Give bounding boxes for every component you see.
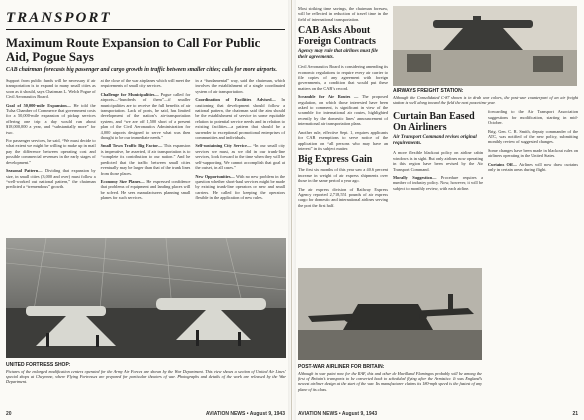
flamingo-airliner-photo xyxy=(298,268,482,360)
factory-photo-illustration xyxy=(6,238,286,358)
freight-caption-title: AIRWAYS FREIGHT STATION: xyxy=(393,88,464,94)
freight-caption-text: Although the Consolidated C-87 shown is in drab war colors, the post-war counterpart of an air freight station is well along toward the field the next peacetime year. xyxy=(393,95,578,106)
paragraph: Scramble for Air Routes — The proposed regulation, on which those interested have been asked to comment, is significant in view of the scramble for international air routes, highlighted recently by the domestic lines’ announcement of international air transportation plans. xyxy=(298,94,388,127)
paragraph: in a “fundamental” way, said the chairman, which involves the establishment of a single coordinated system of air transportation. xyxy=(195,78,286,94)
freight-station-illustration xyxy=(393,6,577,86)
paragraph: Civil Aeronautics Board is considering amending its economic regulations to require every air carrier to file copies of any agreement with foreign governments, a condition that would put these matters on the CAB’s record. xyxy=(298,64,388,91)
curtain-headline: Curtain Ban Eased On Airliners xyxy=(393,111,475,134)
paragraph: Support from public funds will be necessary if air transportation is to expand to many small cities as soon as it should, says Chairman L. Welch Pogue of Civil Aeronautics Board. xyxy=(6,78,96,100)
paragraph: Brig. Gen. C. R. Smith, deputy commander of the ATC, was notified of the new policy, submitting monthly review of suggested changes. xyxy=(488,128,578,145)
main-deck: CAB chairman forecasts big passenger and cargo growth in traffic between smaller cities; calls for more airports. xyxy=(6,67,277,73)
paragraph: Another rule, effective Sept. 1, requires applicants for CAB exemptions to serve notice of the application on “all persons who may have an interest” in its subject matter. xyxy=(298,129,388,151)
page-number: 21 xyxy=(572,411,578,417)
paragraph: Curtains Off— Airlines will now draw curtains only in certain areas during flight. xyxy=(488,161,578,173)
bigexpress-headline: Big Express Gain xyxy=(298,154,373,166)
freight-station-photo xyxy=(393,6,577,86)
section-title: TRANSPORT xyxy=(6,10,285,30)
right-text-columns xyxy=(393,109,578,194)
article-column-2 xyxy=(101,78,191,204)
right-column-3 xyxy=(488,109,578,194)
cab-headline: CAB Asks About Foreign Contracts xyxy=(298,25,376,48)
right-column-2 xyxy=(393,109,483,194)
paragraph: at the close of the war airplanes which will meet the requirements of small city services. xyxy=(100,78,191,89)
airliner-caption-text: Although in war paint now for the RAF, this and other de Havilland Flamingos probably will be among the first of Britain’s transports to be converted back to scheduled flying after the Armistice. It was England’s newest airliner design at the start of the war. Its manufacturer claims its 180-mph speed is the fastest of any plane of its class. xyxy=(298,371,482,392)
right-column-1 xyxy=(298,6,388,211)
paragraph: For passenger services, he said, “We must decide to what extent we might be willing to make up in mail pay the difference between operating cost and possible commercial revenues in the early stages of development.” xyxy=(6,138,96,165)
publication-line: AVIATION NEWS • August 9, 1943 xyxy=(205,411,285,417)
photo-caption-title: UNITED FORTRESS SHOP: xyxy=(6,362,71,368)
airliner-illustration xyxy=(298,268,482,360)
airliner-caption-title: POST-WAR AIRLINER FOR BRITAIN: xyxy=(298,364,385,370)
paragraph: Some changes have been made in blackout rules on airliners operating in the United States. xyxy=(488,147,578,159)
paragraph: Challenge for Municipalities— Pogue called for airports—“hundreds of them”—if smaller municipalities are to receive the full benefits of air transportation. Lack of ports, he said, has limited development of the nation’s air-transportation system, and “we are off 1,500 short of a present plan of the Civil Aeronautics Administration for 4,000 airports designed to serve what was then thought to be our immediate needs.” xyxy=(100,91,191,141)
paragraph: Most striking time savings, the chairman foresaw, will be reflected in reduction of travel time in the field of international transportation. xyxy=(298,6,388,22)
right-top-row xyxy=(298,6,578,211)
paragraph: Economy Size Planes— He expressed confidence that problems of equipment and landing places will be solved. He sees manufacturers planning small planes for such services. xyxy=(100,178,191,201)
paragraph: Seasonal Pattern— Dividing that expansion by size, in small cities (3,000 and over) must follow a “well-worked out national pattern,” the chairman predicted a “tremendous” growth. xyxy=(6,168,96,190)
article-column-3 xyxy=(195,78,285,204)
right-columns-photo-area xyxy=(393,6,578,211)
cab-deck: Agency may rule that airlines must file their agreements. xyxy=(298,49,379,61)
article-columns xyxy=(6,78,285,204)
photo-caption xyxy=(6,360,286,385)
photo-caption-text: Pictures of the enlarged modification centers operated for the Army Air Forces are shown by the War Department. This view shows a section of United Air Lines’ special shops at Cheyenne, where Flying Fortresses are prepared for particular theaters of war. Photographs and details of the work are released by the War Department. xyxy=(6,369,286,385)
paragraph: New Opportunities— With no new problem in the question whether short-haul services might be made by existing trunk-line operators or new and small carriers. He called for keeping the operators flexible in the application of new rules. xyxy=(195,173,286,201)
paragraph: A more flexible blackout policy on airline cabin windows is in sight. But only airlines now operating in this region have been revised by the Air Transport Command. xyxy=(393,150,483,172)
left-footer xyxy=(6,411,285,417)
paragraph: forwarding to the Air Transport Association suggestions for modification, starting in mid-October. xyxy=(488,109,578,126)
right-footer xyxy=(298,411,578,417)
paragraph: Morally Suggestion— Procedure requires a number of industry policy. Now, however, it will be subject to monthly review, with each airline. xyxy=(393,175,483,191)
curtain-deck: Air Transport Command revises original requirements. xyxy=(393,135,477,147)
paragraph: Goal of 50,000-mile Expansion— He told the Tulsa Chamber of Commerce that government costs for a 50,000-mile expansion of pickup services offering one trip a day would run about $18,000,000 a year, and “substantially more” for two. xyxy=(6,102,96,135)
publication-line: AVIATION NEWS • August 9, 1943 xyxy=(298,411,378,417)
right-page xyxy=(292,0,584,420)
fortress-shop-photo xyxy=(6,238,286,358)
paragraph: Coordination of Facilities Advised— In cautioning that development should follow a national pattern, the chairman said the aim should be the establishment of service in some equitable relation to potential service needs and in relation to existing facilities—a pattern that should be a surrender to exceptional promotional enterprises of communities and individuals. xyxy=(195,97,286,141)
airliner-caption xyxy=(298,362,482,392)
page-number: 20 xyxy=(6,411,12,417)
paragraph: The air express division of Railway Express Agency reported 2,718,551 pounds of air express cargo for domestic and international airlines serving the port the first half. xyxy=(298,186,388,208)
paragraph: Small Town Traffic Big Factor— This expansion is imperative, he asserted, if air transportation is to “complete its contribution to our nation.” And he predicted that the traffic between small cities eventually may be larger than that of the trunk lines from those places. xyxy=(100,143,191,176)
paragraph: The first six months of this year saw a 40.6 percent increase in weight of air express shipments over those in the same period a year ago. xyxy=(298,167,388,184)
article-column-1 xyxy=(6,78,96,204)
main-headline: Maximum Route Expansion to Call For Public Aid, Pogue Says xyxy=(6,36,261,64)
paragraph: Self-sustaining City Service— “In our small city services we must, as we did in our trunk-line services, look forward to the time when they will be self-supporting. We cannot accomplish that goal at the outset, in all cases.” xyxy=(195,143,286,171)
